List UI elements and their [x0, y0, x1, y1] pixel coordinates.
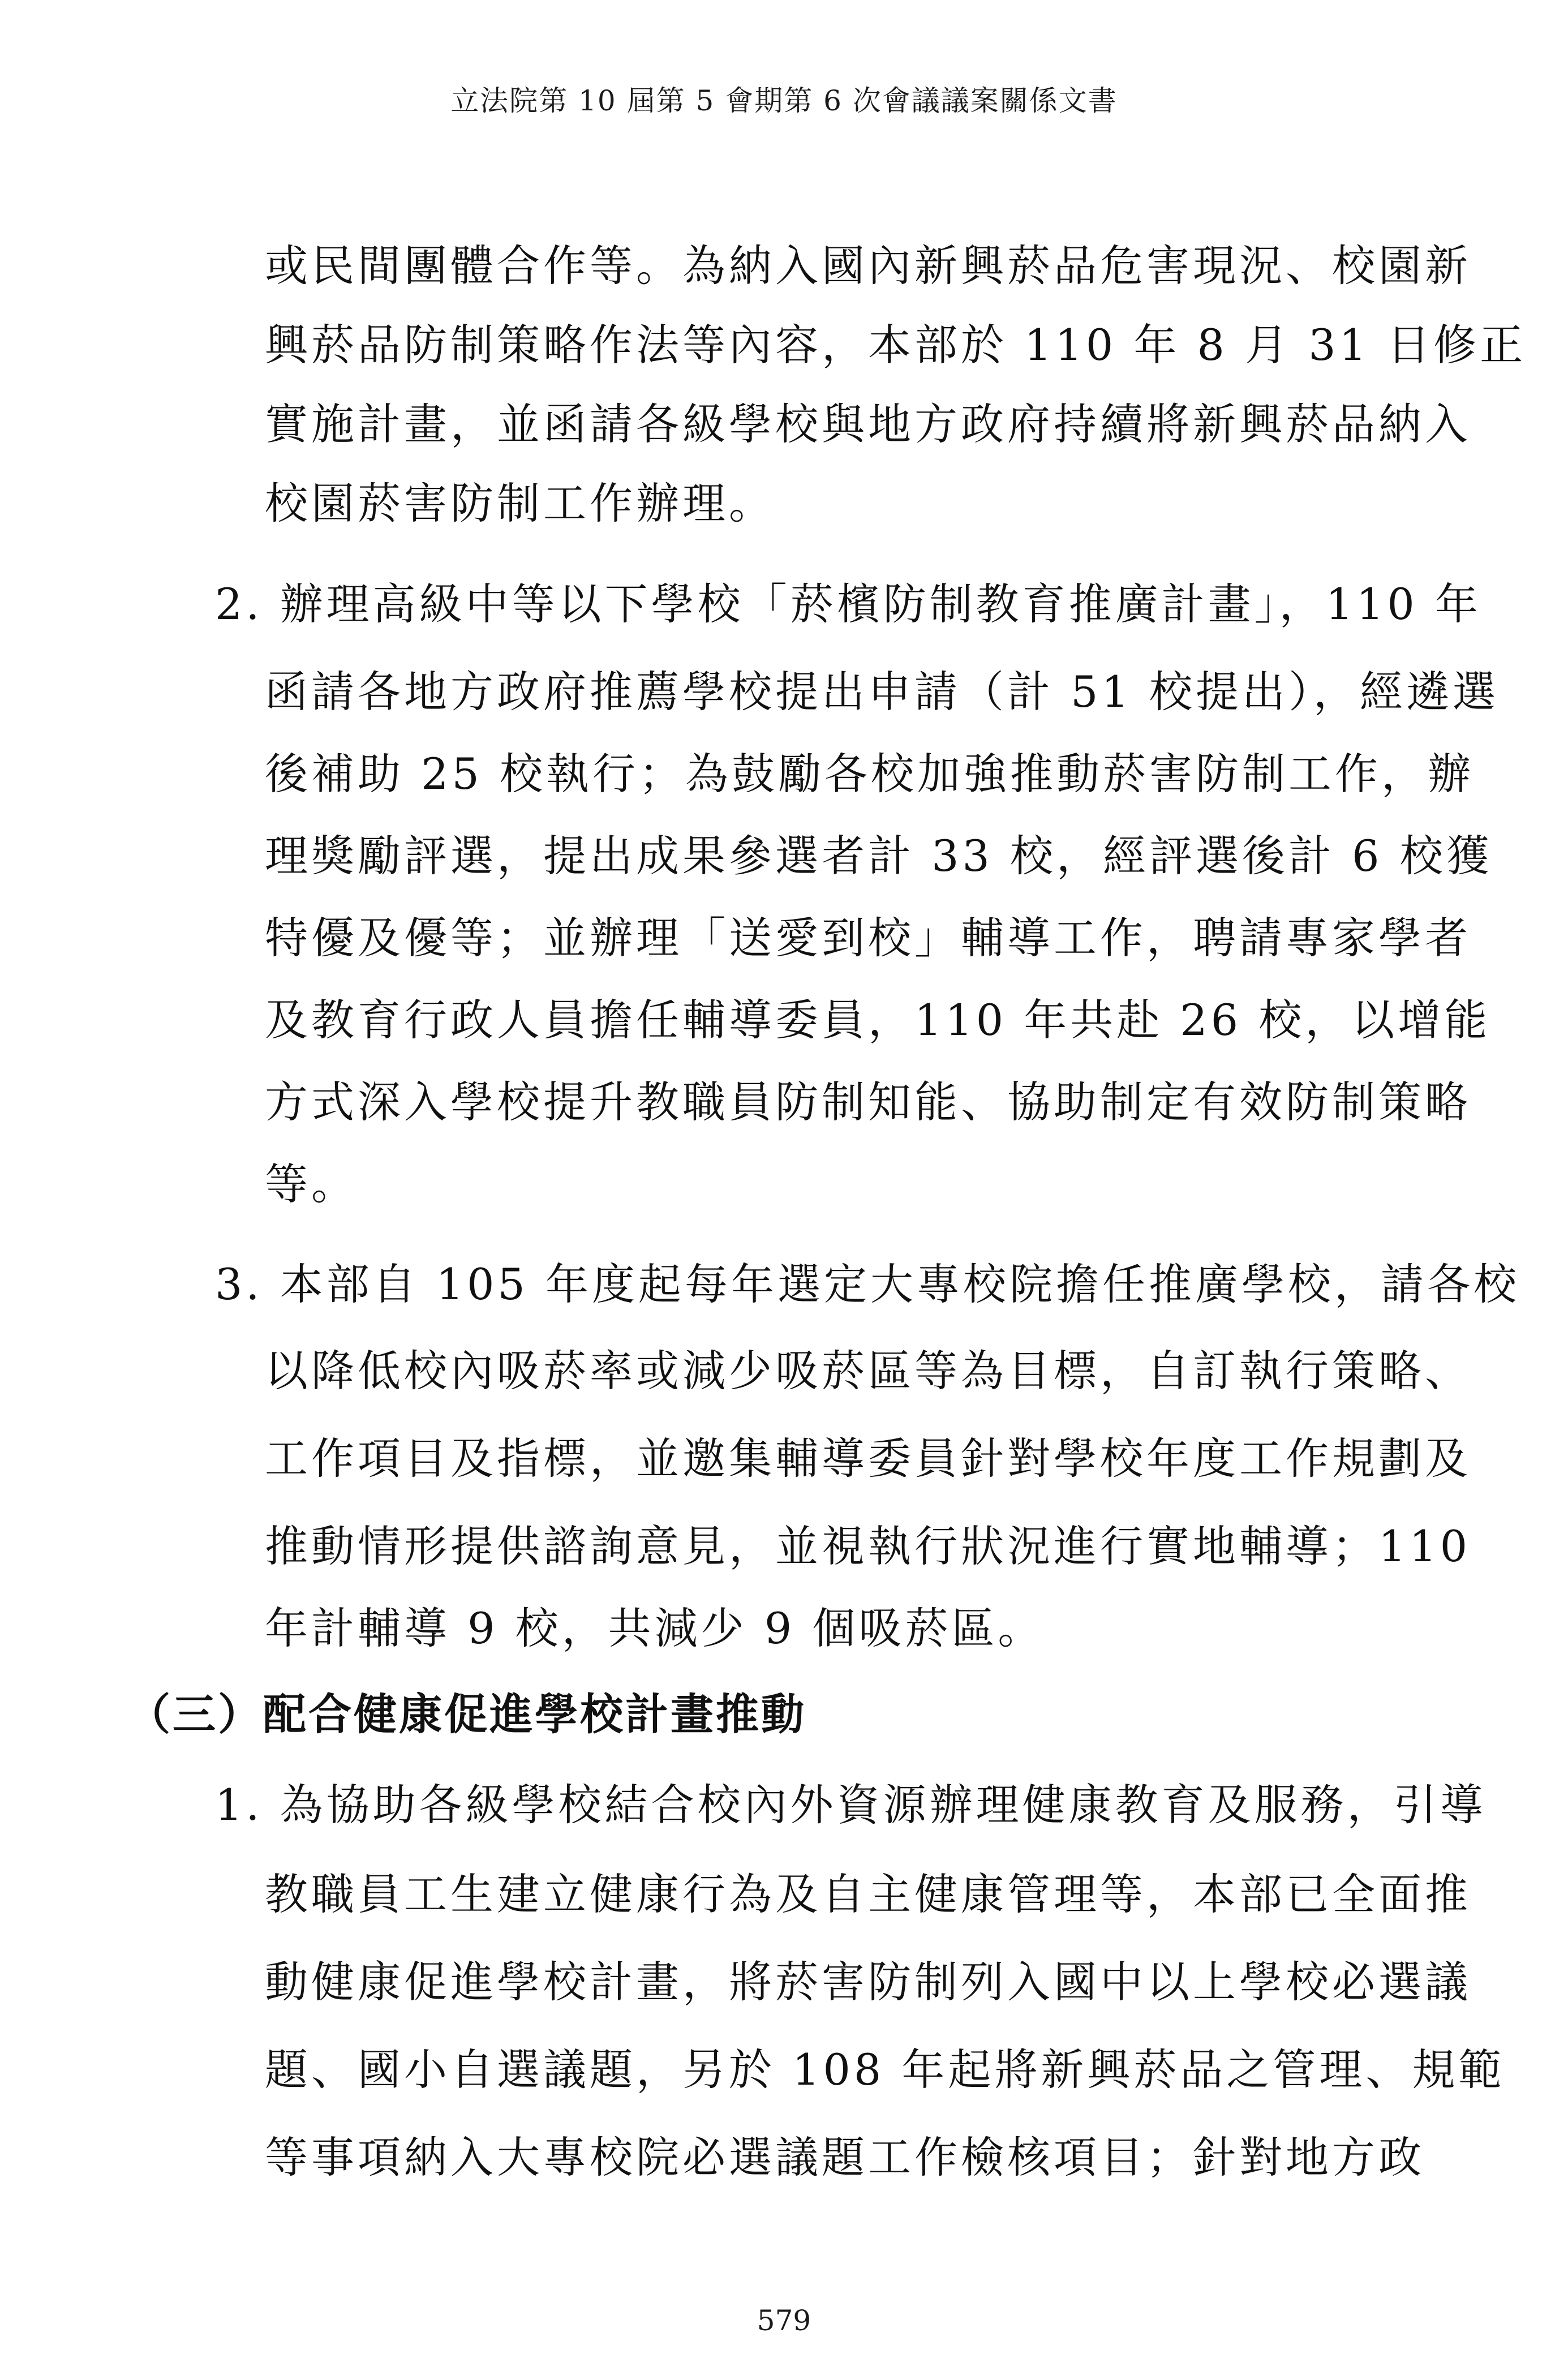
list-item-line: 等。 [265, 1159, 358, 1209]
list-item-line: 後補助 25 校執行；為鼓勵各校加強推動菸害防制工作，辦 [265, 749, 1475, 799]
list-item-line: 理獎勵評選，提出成果參選者計 33 校，經評選後計 6 校獲 [265, 831, 1493, 881]
page-number: 579 [757, 2304, 811, 2337]
paragraph-line: 實施計畫，並函請各級學校與地方政府持續將新興菸品納入 [265, 399, 1471, 449]
list-item-line: 教職員工生建立健康行為及自主健康管理等，本部已全面推 [265, 1869, 1471, 1919]
list-item-line: 工作項目及指標，並邀集輔導委員針對學校年度工作規劃及 [265, 1433, 1471, 1484]
list-item-line: 年計輔導 9 校，共減少 9 個吸菸區。 [265, 1603, 1045, 1653]
list-item-line: 動健康促進學校計畫，將菸害防制列入國中以上學校必選議 [265, 1957, 1471, 2007]
list-item-line: 2. 辦理高級中等以下學校「菸檳防制教育推廣計畫」，110 年 [215, 579, 1481, 629]
list-item-line: 以降低校內吸菸率或減少吸菸區等為目標，自訂執行策略、 [265, 1346, 1471, 1396]
paragraph-line: 興菸品防制策略作法等內容，本部於 110 年 8 月 31 日修正 [265, 320, 1527, 370]
list-item-line: 等事項納入大專校院必選議題工作檢核項目；針對地方政 [265, 2132, 1425, 2183]
list-item-line: 3. 本部自 105 年度起每年選定大專校院擔任推廣學校，請各校 [215, 1259, 1520, 1309]
list-item-line: 方式深入學校提升教職員防制知能、協助制定有效防制策略 [265, 1077, 1471, 1127]
list-item-line: 函請各地方政府推薦學校提出申請（計 51 校提出），經遴選 [265, 667, 1500, 717]
list-item-line: 題、國小自選議題，另於 108 年起將新興菸品之管理、規範 [265, 2044, 1505, 2095]
document-header: 立法院第 10 屆第 5 會期第 6 次會議議案關係文書 [450, 84, 1118, 117]
section-heading: （三）配合健康促進學校計畫推動 [127, 1689, 806, 1739]
list-item-line: 推動情形提供諮詢意見，並視執行狀況進行實地輔導；110 [265, 1521, 1471, 1571]
paragraph-line: 或民間團體合作等。為納入國內新興菸品危害現況、校園新 [265, 240, 1471, 291]
list-item-line: 特優及優等；並辦理「送愛到校」輔導工作，聘請專家學者 [265, 913, 1471, 963]
list-item-line: 及教育行政人員擔任輔導委員，110 年共赴 26 校，以增能 [265, 995, 1491, 1045]
paragraph-line: 校園菸害防制工作辦理。 [265, 478, 775, 529]
list-item-line: 1. 為協助各級學校結合校內外資源辦理健康教育及服務，引導 [215, 1780, 1487, 1830]
